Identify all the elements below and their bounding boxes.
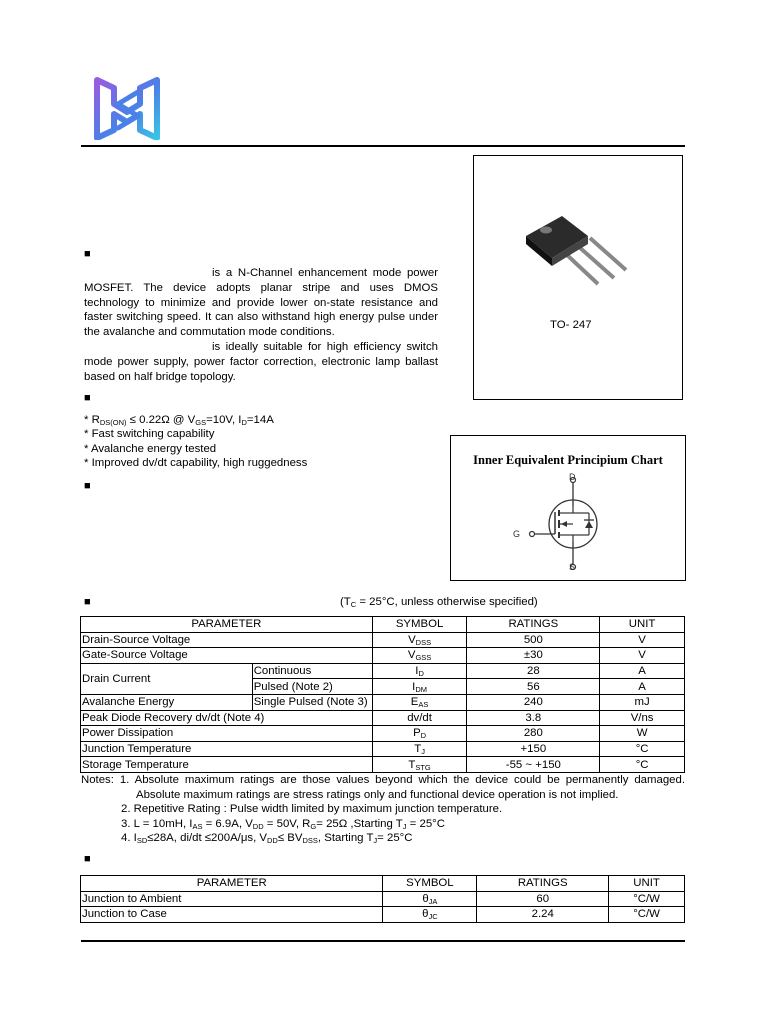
section-bullet-symbol: ■ <box>84 480 91 492</box>
section-bullet-description: ■ <box>84 248 91 260</box>
header-symbol: SYMBOL <box>383 876 477 892</box>
mosfet-symbol <box>511 472 641 576</box>
header-ratings: RATINGS <box>467 617 600 633</box>
to247-package-image <box>522 214 632 302</box>
table-header-row <box>81 617 685 633</box>
table-header-row <box>81 876 685 892</box>
note-1b: Absolute maximum ratings are stress ratings only and functional device operation is not implied. <box>136 788 619 801</box>
chart-title: Inner Equivalent Principium Chart <box>473 453 663 467</box>
company-logo <box>94 76 160 140</box>
feature-item: * Fast switching capability <box>84 428 215 441</box>
note-4: 4. $I_{SD}\le 28A$, di/dt ≤200A/μs, $V_{DD}\le BV_{DSS}$, Starting $T_J= 25^\circ C$ <box>121 832 413 846</box>
section-bullet-abs-max: ■ <box>84 596 91 608</box>
note-3: 3. L = 10mH, $I_{AS} = 6.9A$, $V_{DD} = 50V$, $R_G= 25\Omega$ ,Starting $T_J = 25^\circ C$ <box>121 817 445 831</box>
feature-item: * Avalanche energy tested <box>84 442 217 455</box>
table-row: Avalanche Energy Single Pulsed (Note 3) $E_{AS}$ 240 mJ <box>81 694 685 710</box>
table-row: Gate-Source Voltage $V_{GSS}$ ±30 V <box>81 648 685 664</box>
table-row: Junction Temperature $T_J$ +150 °C <box>81 741 685 757</box>
note-1a: Notes: 1. Absolute maximum ratings are those values beyond which the device could be permanently damaged. <box>81 774 685 786</box>
drain-label: D <box>569 472 576 482</box>
header-ratings: RATINGS <box>477 876 609 892</box>
features-list <box>84 413 307 470</box>
package-box <box>473 155 683 400</box>
table-row: Junction to Case $\theta_{JC}$ 2.24 °C/W <box>81 907 685 923</box>
feature-item: * Improved dv/dt capability, high ruggedness <box>84 456 308 469</box>
abs-max-condition: ($T_C = 25^\circ C$, unless otherwise specified) <box>340 596 538 609</box>
table-row: Junction to Ambient $\theta_{JA}$ 60 °C/W <box>81 891 685 907</box>
description-para1: is a N-Channel enhancement mode power MOSFET. The device adopts planar stripe and uses DMOS technology to minimize and provide lower on-state resistance and faster switching speed. It can also withstand high energy pulse under the avalanche and commutation mode conditions. <box>84 267 438 339</box>
source-label: S <box>569 562 576 572</box>
equivalent-chart-box <box>450 435 686 581</box>
table-row: Pulsed (Note 2) $I_{DM}$ 56 A <box>81 679 685 695</box>
note-2: 2. Repetitive Rating : Pulse width limited by maximum junction temperature. <box>121 803 503 816</box>
section-bullet-features: ■ <box>84 392 91 404</box>
header-parameter: PARAMETER <box>81 617 373 633</box>
gate-label: G <box>513 529 521 539</box>
header-parameter: PARAMETER <box>81 876 383 892</box>
header-unit: UNIT <box>609 876 685 892</box>
feature-rds: * $R_{DS(ON)} \le 0.22\Omega$ @ $V_{GS}=10V$, $I_D=14A$ <box>84 414 274 427</box>
thermal-table <box>80 875 685 923</box>
description <box>84 266 438 384</box>
header-unit: UNIT <box>600 617 685 633</box>
header-symbol: SYMBOL <box>372 617 467 633</box>
description-para2: is ideally suitable for high efficiency switch mode power supply, power factor correction, electronic lamp ballast based on half bridge topology. <box>84 340 438 383</box>
table-row: Peak Diode Recovery dv/dt (Note 4) dv/dt 3.8 V/ns <box>81 710 685 726</box>
section-bullet-thermal: ■ <box>84 853 91 865</box>
header-rule <box>81 145 685 147</box>
table-row: Drain-Source Voltage $V_{DSS}$ 500 V <box>81 632 685 648</box>
table-row: Drain Current Continuous $I_D$ 28 A <box>81 663 685 679</box>
table-row: Storage Temperature $T_{STG}$ -55 ~ +150 °C <box>81 757 685 773</box>
table-row: Power Dissipation $P_D$ 280 W <box>81 726 685 742</box>
footer-rule <box>81 940 685 942</box>
notes <box>81 773 685 846</box>
package-label: TO- 247 <box>550 319 592 331</box>
abs-max-table <box>80 616 685 773</box>
